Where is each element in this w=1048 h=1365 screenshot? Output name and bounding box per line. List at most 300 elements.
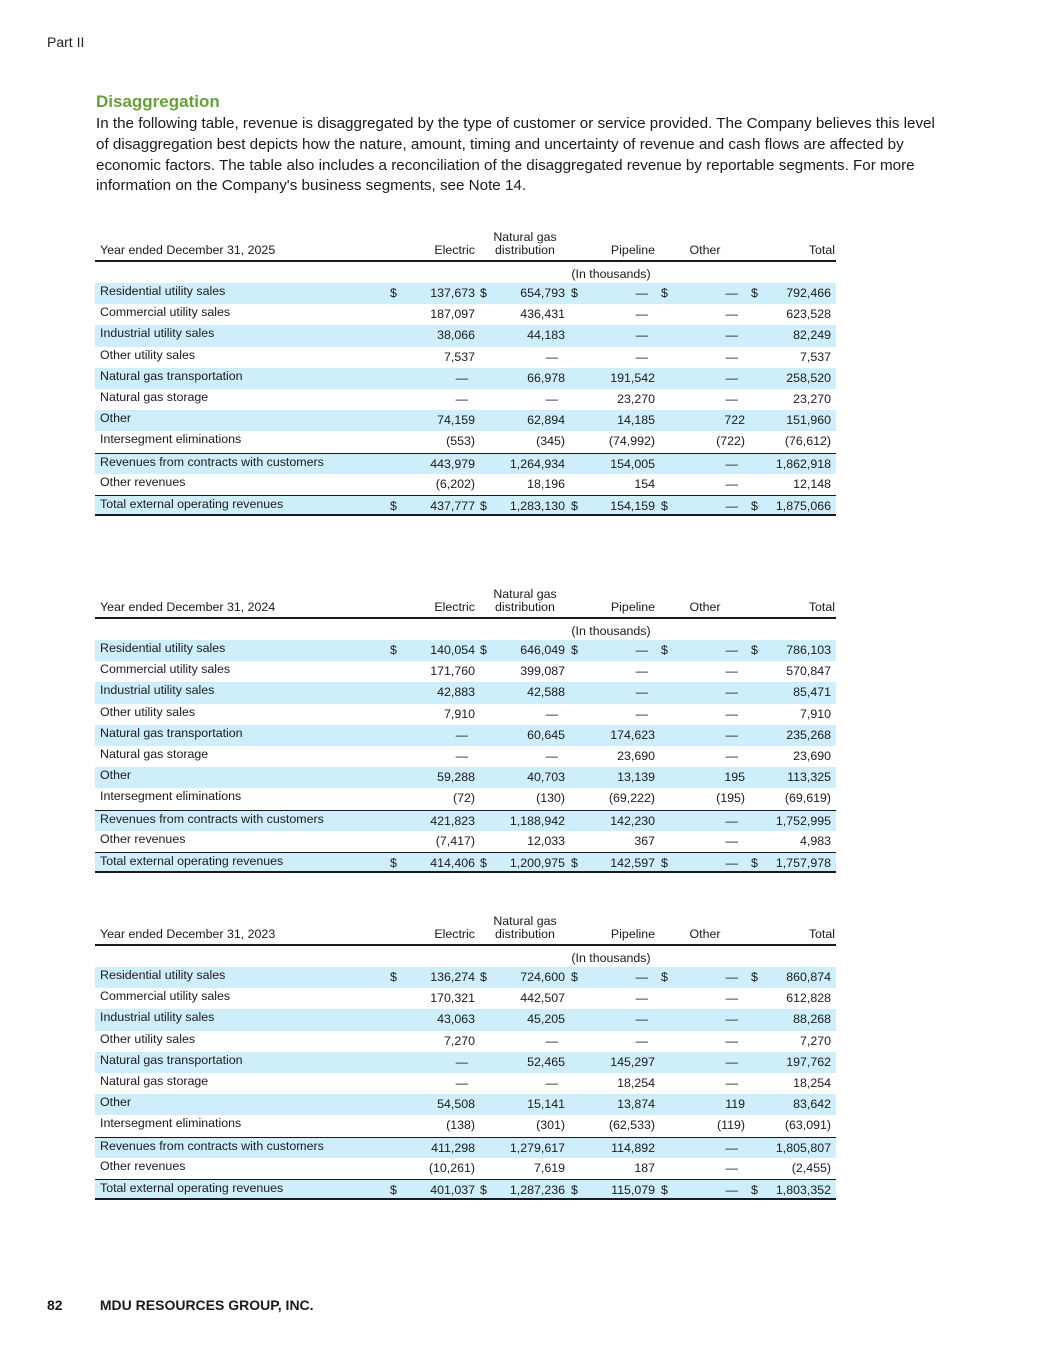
row-label: Other bbox=[100, 1095, 131, 1110]
currency-symbol: $ bbox=[390, 498, 397, 513]
cell-total: 258,520 bbox=[786, 370, 831, 385]
table-row bbox=[95, 704, 836, 725]
table-row bbox=[95, 1073, 836, 1094]
row-label: Natural gas storage bbox=[100, 1073, 209, 1088]
cell-natgas: 52,465 bbox=[527, 1054, 565, 1069]
units-row bbox=[95, 619, 836, 640]
cell-pipeline: 115,079 bbox=[611, 1182, 655, 1197]
currency-symbol: $ bbox=[661, 498, 668, 513]
cell-pipeline: — bbox=[635, 991, 648, 1006]
cell-total: 151,960 bbox=[786, 413, 831, 428]
cell-other: — bbox=[725, 286, 738, 300]
cell-pipeline: 23,690 bbox=[617, 748, 655, 763]
cell-electric: — bbox=[455, 748, 468, 763]
cell-electric: — bbox=[455, 370, 468, 385]
cell-natgas: (301) bbox=[536, 1118, 565, 1133]
cell-electric: 443,979 bbox=[430, 456, 475, 471]
units-row bbox=[95, 262, 836, 283]
cell-other: — bbox=[725, 1075, 738, 1090]
table-row bbox=[95, 1031, 836, 1052]
table-header bbox=[95, 914, 836, 946]
revenue-table-2024 bbox=[95, 587, 836, 873]
currency-symbol: $ bbox=[571, 1182, 578, 1197]
cell-other: — bbox=[725, 349, 738, 364]
cell-natgas: — bbox=[545, 349, 558, 364]
row-label: Total external operating revenues bbox=[100, 1180, 284, 1195]
cell-pipeline: 187 bbox=[634, 1160, 655, 1175]
cell-other: — bbox=[725, 643, 738, 657]
col-header-total: Total bbox=[808, 927, 835, 941]
table-row bbox=[95, 661, 836, 682]
cell-electric: 7,537 bbox=[443, 349, 475, 364]
row-label: Natural gas storage bbox=[100, 389, 209, 404]
cell-total: 7,537 bbox=[799, 349, 831, 364]
cell-pipeline: (69,222) bbox=[608, 791, 655, 806]
cell-total: 197,762 bbox=[786, 1054, 831, 1069]
cell-pipeline: 13,139 bbox=[617, 770, 655, 785]
row-label: Other revenues bbox=[100, 474, 186, 489]
cell-total: 7,910 bbox=[799, 706, 831, 721]
cell-pipeline: (74,992) bbox=[608, 434, 655, 449]
cell-other: — bbox=[725, 1033, 738, 1048]
table-row bbox=[95, 1158, 836, 1179]
cell-other: — bbox=[725, 685, 738, 700]
cell-other: 722 bbox=[724, 413, 745, 428]
cell-natgas: 654,793 bbox=[520, 286, 565, 300]
cell-electric: 437,777 bbox=[430, 498, 475, 513]
cell-pipeline: — bbox=[635, 685, 648, 700]
row-label: Commercial utility sales bbox=[100, 662, 231, 677]
table-row bbox=[95, 1052, 836, 1073]
units-label: (In thousands) bbox=[571, 624, 651, 638]
cell-pipeline: 114,892 bbox=[611, 1140, 655, 1155]
cell-electric: (7,417) bbox=[435, 833, 475, 848]
currency-symbol: $ bbox=[661, 643, 668, 657]
currency-symbol: $ bbox=[390, 970, 397, 984]
table-row bbox=[95, 1137, 836, 1158]
section-body: In the following table, revenue is disaggregated by the type of customer or service provided. The Company believes this level of disaggregation best depicts how the nature, amount, timing and uncertainty of revenue and cash flows are affected by economic factors. The table also includes a reconciliation of the disaggregated revenue by reportable segments. For more information on the Company's business segments, see Note 14. bbox=[96, 115, 935, 195]
currency-symbol: $ bbox=[751, 643, 758, 657]
table-row bbox=[95, 389, 836, 410]
currency-symbol: $ bbox=[661, 286, 668, 300]
col-header-electric: Electric bbox=[434, 243, 475, 257]
col-header-other: Other bbox=[689, 927, 721, 941]
table-row bbox=[95, 474, 836, 495]
cell-natgas: — bbox=[545, 1033, 558, 1048]
cell-pipeline: 18,254 bbox=[617, 1075, 655, 1090]
cell-other: — bbox=[725, 328, 738, 343]
company-name: MDU RESOURCES GROUP, INC. bbox=[99, 1297, 314, 1313]
cell-natgas: 62,894 bbox=[527, 413, 565, 428]
currency-symbol: $ bbox=[390, 855, 397, 870]
cell-pipeline: 174,623 bbox=[610, 727, 655, 742]
part-label: Part II bbox=[47, 34, 85, 50]
cell-other: (119) bbox=[716, 1118, 745, 1133]
currency-symbol: $ bbox=[751, 855, 758, 870]
cell-electric: 401,037 bbox=[430, 1182, 475, 1197]
cell-pipeline: (62,533) bbox=[608, 1118, 655, 1133]
currency-symbol: $ bbox=[661, 855, 668, 870]
cell-other: — bbox=[725, 476, 738, 491]
cell-pipeline: 13,874 bbox=[617, 1097, 655, 1112]
units-row bbox=[95, 946, 836, 967]
cell-pipeline: 142,597 bbox=[610, 855, 655, 870]
row-label: Natural gas transportation bbox=[100, 1052, 243, 1067]
cell-pipeline: 154 bbox=[634, 476, 655, 491]
cell-electric: 137,673 bbox=[430, 286, 475, 300]
cell-electric: 187,097 bbox=[430, 307, 475, 322]
cell-total: 7,270 bbox=[799, 1033, 831, 1048]
cell-electric: (10,261) bbox=[428, 1160, 475, 1175]
cell-total: 1,875,066 bbox=[775, 498, 831, 513]
row-label: Total external operating revenues bbox=[100, 496, 284, 511]
cell-total: 4,983 bbox=[799, 833, 831, 848]
col-header-pipeline: Pipeline bbox=[610, 600, 655, 614]
cell-natgas: (130) bbox=[536, 791, 565, 806]
table-title: Year ended December 31, 2024 bbox=[100, 600, 276, 614]
cell-natgas: — bbox=[545, 706, 558, 721]
cell-other: — bbox=[725, 1160, 738, 1175]
cell-pipeline: 367 bbox=[634, 833, 655, 848]
cell-total: 18,254 bbox=[793, 1075, 831, 1090]
row-label: Residential utility sales bbox=[100, 641, 226, 655]
row-label: Intersegment eliminations bbox=[100, 432, 242, 447]
cell-pipeline: 142,230 bbox=[610, 813, 655, 828]
cell-total: 113,325 bbox=[787, 770, 831, 785]
table-row bbox=[95, 746, 836, 767]
cell-electric: (138) bbox=[446, 1118, 475, 1133]
cell-electric: 43,063 bbox=[437, 1012, 475, 1027]
currency-symbol: $ bbox=[480, 286, 487, 300]
table-row bbox=[95, 852, 836, 873]
cell-pipeline: 14,185 bbox=[617, 413, 655, 428]
cell-pipeline: 154,005 bbox=[610, 456, 655, 471]
cell-other: 119 bbox=[725, 1097, 745, 1112]
table-row bbox=[95, 368, 836, 389]
cell-natgas: 60,645 bbox=[527, 727, 565, 742]
cell-other: — bbox=[725, 748, 738, 763]
cell-natgas: 1,200,975 bbox=[509, 855, 565, 870]
page-footer bbox=[47, 1297, 314, 1313]
cell-electric: (6,202) bbox=[435, 476, 475, 491]
section-title: Disaggregation bbox=[96, 92, 220, 111]
cell-pipeline: 154,159 bbox=[610, 498, 655, 513]
cell-other: — bbox=[725, 991, 738, 1006]
cell-electric: 7,270 bbox=[443, 1033, 475, 1048]
cell-natgas: 1,264,934 bbox=[509, 456, 565, 471]
cell-other: — bbox=[725, 1182, 738, 1197]
currency-symbol: $ bbox=[480, 1182, 487, 1197]
revenue-table-2023 bbox=[95, 914, 836, 1200]
currency-symbol: $ bbox=[390, 643, 397, 657]
row-label: Other bbox=[100, 411, 131, 426]
table-row bbox=[95, 347, 836, 368]
currency-symbol: $ bbox=[571, 643, 578, 657]
cell-natgas: 42,588 bbox=[527, 685, 565, 700]
units-label: (In thousands) bbox=[571, 267, 651, 281]
row-label: Other revenues bbox=[100, 831, 186, 846]
cell-other: — bbox=[725, 833, 738, 848]
row-label: Revenues from contracts with customers bbox=[100, 811, 324, 826]
cell-other: — bbox=[725, 1012, 738, 1027]
table-row bbox=[95, 1179, 836, 1200]
cell-other: — bbox=[725, 727, 738, 742]
cell-pipeline: — bbox=[635, 664, 648, 679]
cell-pipeline: — bbox=[635, 286, 648, 300]
cell-electric: 411,298 bbox=[431, 1140, 475, 1155]
currency-symbol: $ bbox=[751, 1182, 758, 1197]
table-row bbox=[95, 682, 836, 703]
col-header-line2: distribution bbox=[495, 600, 555, 614]
currency-symbol: $ bbox=[480, 498, 487, 513]
cell-natgas: 7,619 bbox=[533, 1160, 565, 1175]
table-row bbox=[95, 988, 836, 1009]
cell-electric: — bbox=[455, 1075, 468, 1090]
currency-symbol: $ bbox=[571, 286, 578, 300]
col-header-other: Other bbox=[689, 600, 721, 614]
row-label: Other utility sales bbox=[100, 704, 196, 719]
currency-symbol: $ bbox=[751, 498, 758, 513]
cell-total: 1,803,352 bbox=[775, 1182, 831, 1197]
cell-total: 12,148 bbox=[793, 476, 831, 491]
currency-symbol: $ bbox=[571, 498, 578, 513]
cell-other: (195) bbox=[716, 791, 745, 806]
cell-other: — bbox=[725, 1140, 738, 1155]
cell-total: (76,612) bbox=[784, 434, 831, 449]
table-row bbox=[95, 1115, 836, 1136]
col-header-line2: distribution bbox=[495, 243, 555, 257]
cell-total: 570,847 bbox=[786, 664, 831, 679]
cell-other: — bbox=[725, 706, 738, 721]
currency-symbol: $ bbox=[480, 970, 487, 984]
cell-natgas: 66,978 bbox=[527, 370, 565, 385]
cell-other: — bbox=[725, 813, 738, 828]
col-header-natural-gas-distribution bbox=[485, 231, 565, 257]
table-row bbox=[95, 788, 836, 809]
cell-total: 83,642 bbox=[793, 1097, 831, 1112]
row-label: Residential utility sales bbox=[100, 284, 226, 298]
cell-pipeline: — bbox=[635, 1012, 648, 1027]
cell-natgas: (345) bbox=[536, 434, 565, 449]
row-label: Intersegment eliminations bbox=[100, 1116, 242, 1131]
cell-pipeline: — bbox=[635, 349, 648, 364]
cell-natgas: 1,279,617 bbox=[509, 1140, 565, 1155]
cell-natgas: 12,033 bbox=[527, 833, 565, 848]
currency-symbol: $ bbox=[661, 970, 668, 984]
row-label: Other bbox=[100, 768, 131, 783]
cell-natgas: 18,196 bbox=[527, 476, 565, 491]
col-header-total: Total bbox=[808, 243, 835, 257]
cell-electric: — bbox=[455, 727, 468, 742]
cell-total: (2,455) bbox=[791, 1160, 831, 1175]
cell-total: 623,528 bbox=[786, 307, 831, 322]
cell-natgas: 436,431 bbox=[520, 307, 565, 322]
row-label: Natural gas storage bbox=[100, 746, 209, 761]
cell-natgas: 399,087 bbox=[520, 664, 565, 679]
table-title: Year ended December 31, 2023 bbox=[100, 927, 276, 941]
cell-electric: 7,910 bbox=[443, 706, 475, 721]
cell-pipeline: — bbox=[635, 643, 648, 657]
currency-symbol: $ bbox=[661, 1182, 668, 1197]
cell-total: 860,874 bbox=[786, 970, 831, 984]
table-row bbox=[95, 725, 836, 746]
cell-total: 23,270 bbox=[793, 391, 831, 406]
row-label: Residential utility sales bbox=[100, 968, 226, 982]
cell-total: (63,091) bbox=[784, 1118, 831, 1133]
currency-symbol: $ bbox=[751, 286, 758, 300]
cell-natgas: 1,287,236 bbox=[509, 1182, 565, 1197]
table-row bbox=[95, 1009, 836, 1030]
currency-symbol: $ bbox=[571, 970, 578, 984]
cell-other: — bbox=[725, 456, 738, 471]
cell-pipeline: 23,270 bbox=[617, 391, 655, 406]
row-label: Commercial utility sales bbox=[100, 989, 231, 1004]
cell-electric: 136,274 bbox=[430, 970, 475, 984]
page-number: 82 bbox=[47, 1297, 63, 1313]
table-header bbox=[95, 587, 836, 619]
col-header-line1: Natural gas bbox=[493, 914, 557, 928]
currency-symbol: $ bbox=[480, 643, 487, 657]
row-label: Intersegment eliminations bbox=[100, 789, 242, 804]
table-row bbox=[95, 453, 836, 474]
row-label: Industrial utility sales bbox=[100, 326, 215, 341]
cell-natgas: — bbox=[545, 748, 558, 763]
col-header-electric: Electric bbox=[434, 927, 475, 941]
cell-electric: — bbox=[455, 1054, 468, 1069]
col-header-pipeline: Pipeline bbox=[610, 927, 655, 941]
cell-total: 612,828 bbox=[786, 991, 831, 1006]
cell-total: 82,249 bbox=[793, 328, 831, 343]
cell-other: — bbox=[725, 391, 738, 406]
cell-electric: 171,760 bbox=[430, 664, 475, 679]
table-row bbox=[95, 410, 836, 431]
cell-pipeline: — bbox=[635, 1033, 648, 1048]
cell-electric: 42,883 bbox=[437, 685, 475, 700]
cell-pipeline: 191,542 bbox=[610, 370, 655, 385]
table-row bbox=[95, 967, 836, 988]
currency-symbol: $ bbox=[751, 970, 758, 984]
cell-natgas: 15,141 bbox=[527, 1097, 565, 1112]
cell-pipeline: — bbox=[635, 328, 648, 343]
col-header-other: Other bbox=[689, 243, 721, 257]
cell-total: 235,268 bbox=[786, 727, 831, 742]
col-header-total: Total bbox=[808, 600, 835, 614]
row-label: Natural gas transportation bbox=[100, 725, 243, 740]
cell-other: (722) bbox=[716, 434, 745, 449]
currency-symbol: $ bbox=[571, 855, 578, 870]
cell-total: 786,103 bbox=[786, 643, 831, 657]
cell-other: — bbox=[725, 1054, 738, 1069]
table-row bbox=[95, 1094, 836, 1115]
cell-pipeline: — bbox=[635, 706, 648, 721]
revenue-table-2025 bbox=[95, 230, 836, 516]
cell-electric: — bbox=[455, 391, 468, 406]
table-title: Year ended December 31, 2025 bbox=[100, 243, 276, 257]
col-header-line1: Natural gas bbox=[493, 230, 557, 244]
disaggregation-section bbox=[96, 92, 946, 197]
table-header bbox=[95, 230, 836, 262]
units-label: (In thousands) bbox=[571, 951, 651, 965]
row-label: Total external operating revenues bbox=[100, 853, 284, 868]
cell-other: — bbox=[725, 970, 738, 984]
cell-electric: 74,159 bbox=[437, 413, 475, 428]
cell-total: 23,690 bbox=[793, 748, 831, 763]
cell-natgas: 45,205 bbox=[527, 1012, 565, 1027]
cell-total: 1,752,995 bbox=[775, 813, 831, 828]
row-label: Commercial utility sales bbox=[100, 305, 231, 320]
table-row bbox=[95, 325, 836, 346]
cell-total: 792,466 bbox=[786, 286, 831, 300]
row-label: Revenues from contracts with customers bbox=[100, 454, 324, 469]
cell-pipeline: 145,297 bbox=[610, 1054, 655, 1069]
table-row bbox=[95, 767, 836, 788]
cell-other: — bbox=[725, 370, 738, 385]
cell-other: — bbox=[725, 664, 738, 679]
cell-total: 1,757,978 bbox=[775, 855, 831, 870]
currency-symbol: $ bbox=[480, 855, 487, 870]
cell-electric: 54,508 bbox=[437, 1097, 475, 1112]
cell-total: 1,805,807 bbox=[775, 1140, 831, 1155]
cell-electric: 170,321 bbox=[430, 991, 475, 1006]
cell-other: 195 bbox=[724, 770, 745, 785]
table-row bbox=[95, 431, 836, 452]
cell-natgas: 442,507 bbox=[520, 991, 565, 1006]
table-row bbox=[95, 831, 836, 852]
cell-electric: (553) bbox=[446, 434, 475, 449]
table-row bbox=[95, 640, 836, 661]
row-label: Other utility sales bbox=[100, 1031, 196, 1046]
cell-natgas: 44,183 bbox=[527, 328, 565, 343]
cell-total: 85,471 bbox=[793, 685, 831, 700]
cell-pipeline: — bbox=[635, 307, 648, 322]
currency-symbol: $ bbox=[390, 1182, 397, 1197]
cell-natgas: 40,703 bbox=[527, 770, 565, 785]
row-label: Industrial utility sales bbox=[100, 683, 215, 698]
cell-total: 1,862,918 bbox=[775, 456, 831, 471]
col-header-natural-gas-distribution bbox=[485, 588, 565, 614]
cell-other: — bbox=[725, 307, 738, 322]
col-header-pipeline: Pipeline bbox=[610, 243, 655, 257]
cell-natgas: 1,188,942 bbox=[509, 813, 565, 828]
cell-electric: 421,823 bbox=[430, 813, 475, 828]
col-header-natural-gas-distribution bbox=[485, 915, 565, 941]
cell-electric: 38,066 bbox=[437, 328, 475, 343]
cell-electric: 414,406 bbox=[430, 855, 475, 870]
cell-natgas: 646,049 bbox=[520, 643, 565, 657]
cell-natgas: 724,600 bbox=[520, 970, 565, 984]
col-header-line1: Natural gas bbox=[493, 587, 557, 601]
cell-other: — bbox=[725, 498, 738, 513]
table-row bbox=[95, 495, 836, 516]
row-label: Other revenues bbox=[100, 1158, 186, 1173]
row-label: Other utility sales bbox=[100, 347, 196, 362]
cell-total: 88,268 bbox=[793, 1012, 831, 1027]
col-header-line2: distribution bbox=[495, 927, 555, 941]
cell-total: (69,619) bbox=[784, 791, 831, 806]
cell-natgas: — bbox=[545, 391, 558, 406]
col-header-electric: Electric bbox=[434, 600, 475, 614]
table-row bbox=[95, 283, 836, 304]
row-label: Natural gas transportation bbox=[100, 368, 243, 383]
row-label: Industrial utility sales bbox=[100, 1010, 215, 1025]
cell-natgas: — bbox=[545, 1075, 558, 1090]
currency-symbol: $ bbox=[390, 286, 397, 300]
table-row bbox=[95, 304, 836, 325]
cell-electric: 140,054 bbox=[430, 643, 475, 657]
cell-other: — bbox=[725, 855, 738, 870]
cell-pipeline: — bbox=[635, 970, 648, 984]
cell-electric: 59,288 bbox=[437, 770, 475, 785]
